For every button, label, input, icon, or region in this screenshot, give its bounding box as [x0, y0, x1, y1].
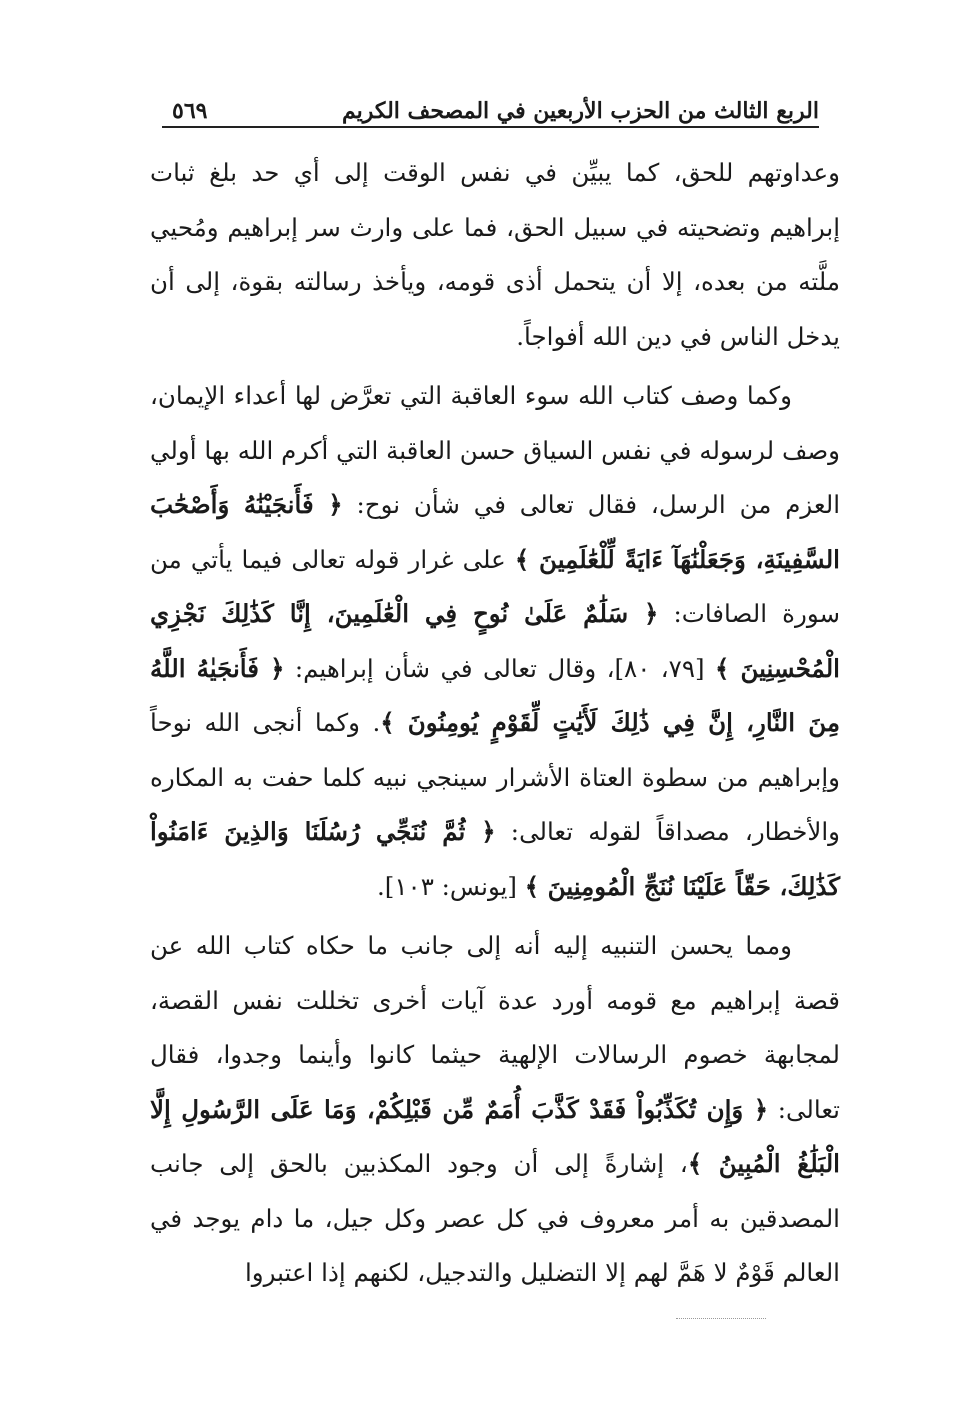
body-text: [٧٩، ٨٠]، وقال تعالى في شأن إبراهيم: [284, 653, 715, 683]
quran-verse: ﴿ سَلَٰمٌ عَلَىٰ نُوحٍ فِي الْعَٰلَمِينَ، إِنَّا كَذَٰلِكَ نَجْزِي الْمُحْسِنِينَ ﴾ [150, 599, 840, 683]
body-text: . وكما أنجى الله نوحاً وإبراهيم من سطوة العتاة الأشرار سينجي نبيه كلما حفت به المكاره والأخطار، مصداقاً لقوله تعالى: [150, 708, 840, 846]
page-body [150, 146, 840, 1301]
paragraph [150, 146, 840, 364]
running-title: الربع الثالث من الحزب الأربعين في المصحف الكريم [342, 98, 819, 124]
verse-citation: [يونس: ١٠٣]. [377, 871, 525, 901]
header-rule [162, 126, 819, 128]
body-text: ، إشارةً إلى أن وجود المكذبين بالحق إلى جانب المصدقين به أمر معروف في كل عصر وكل جيل، ما دام يوجد في العالم قَوْمٌ لا هَمَّ لهم إلا التضليل والتدجيل، لكنهم إذا اعتبروا [150, 1149, 840, 1287]
quran-verse: ﴿ فَأَنجَيٰهُ اللَّهُ مِنَ النَّارِ، إِنَّ فِي ذَٰلِكَ لَأَيَٰتٍ لِّقَوْمٍ يُومِنُونَ ﴾ [150, 653, 840, 737]
footer-dotted-mark [676, 1318, 766, 1319]
quran-verse: ﴿ ثُمَّ نُنَجِّي رُسُلَنَا وَالذِينَ ءَامَنُواْ كَذَٰلِكَ، حَقّاً عَلَيْنَا نُنَجِّ الْمُومِنِينَ ﴾ [150, 817, 840, 901]
body-text: ومما يحسن التنبيه إليه أنه إلى جانب ما حكاه كتاب الله عن قصة إبراهيم مع قومه أورد عدة آيات أخرى تخللت نفس القصة، لمجابهة خصوم الرسالات الإلهية حيثما كانوا وأينما وجدوا، فقال تعالى: [150, 931, 840, 1124]
paragraph [150, 369, 840, 914]
body-text: على غرار قوله تعالى فيما يأتي من سورة الصافات: [150, 544, 841, 628]
quran-verse: ﴿ وَإِن تُكَذِّبُواْ فَقَدْ كَذَّبَ أُمَمٌ مِّن قَبْلِكُمْ، وَمَا عَلَى الرَّسُولِ إِلَّا الْبَلَٰغُ الْمُبِينُ ﴾ [150, 1094, 840, 1178]
paragraph [150, 919, 840, 1301]
body-text: وكما وصف كتاب الله سوء العاقبة التي تعرَّض لها أعداء الإيمان، وصف لرسوله في نفس السياق حسن العاقبة التي أكرم الله بها أولي العزم من الرسل، فقال تعالى في شأن نوح: [150, 381, 840, 519]
quran-verse: ﴿ فَأَنجَيْنَٰهُ وَأَصْحَٰبَ السَّفِينَةِ، وَجَعَلْنَٰهَآ ءَايَةً لِّلْعَٰلَمِينَ ﴾ [150, 490, 840, 574]
body-text: وعداوتهم للحق، كما يبيِّن في نفس الوقت إلى أي حد بلغ ثبات إبراهيم وتضحيته في سبيل الحق، فما على وارث سر إبراهيم ومُحيي ملَّته من بعده، إلا أن يتحمل أذى قومه، ويأخذ رسالته بقوة، إلى أن يدخل الناس في دين الله أفواجاً. [150, 158, 840, 351]
page-number: ٥٦٩ [172, 98, 208, 124]
page-header [162, 86, 819, 126]
